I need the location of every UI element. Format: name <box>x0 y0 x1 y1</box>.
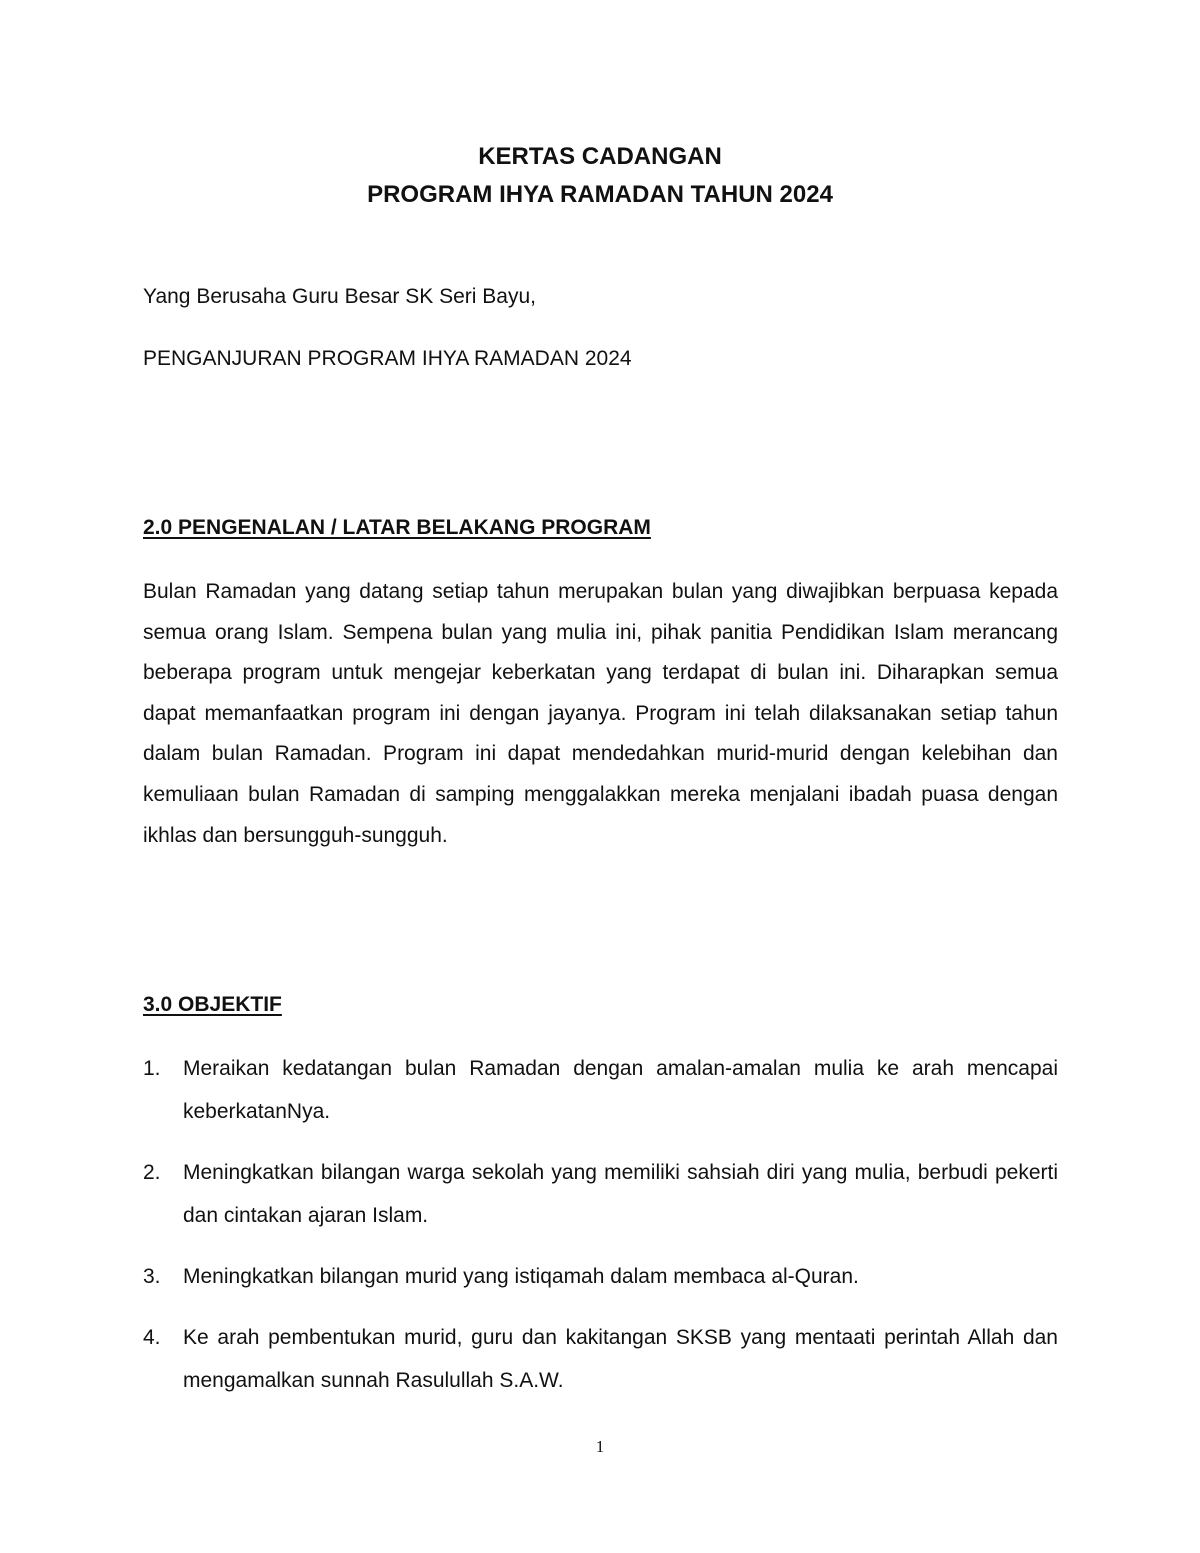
subject-line: PENGANJURAN PROGRAM IHYA RAMADAN 2024 <box>143 347 632 370</box>
title-line-2: PROGRAM IHYA RAMADAN TAHUN 2024 <box>367 181 833 208</box>
section-3-heading: 3.0 OBJEKTIF <box>143 993 282 1016</box>
objective-number: 1. <box>143 1057 161 1080</box>
title-line-1: KERTAS CADANGAN <box>478 143 722 170</box>
objective-number: 3. <box>143 1265 161 1288</box>
objective-item <box>143 1047 1058 1133</box>
objective-number: 4. <box>143 1326 161 1349</box>
section-2-body: Bulan Ramadan yang datang setiap tahun merupakan bulan yang diwajibkan berpuasa kepada semua orang Islam. Sempena bulan yang mulia ini, pihak panitia Pendidikan Islam merancang beberapa program untuk mengejar keberkatan yang terdapat di bulan ini. Diharapkan semua dapat memanfaatkan program ini dengan jayanya. Program ini telah dilaksanakan setiap tahun dalam bulan Ramadan. Program ini dapat mendedahkan murid-murid dengan kelebihan dan kemuliaan bulan Ramadan di samping menggalakkan mereka menjalani ibadah puasa dengan ikhlas dan bersungguh-sungguh. <box>143 580 1058 847</box>
objective-text: Meningkatkan bilangan murid yang istiqamah dalam membaca al-Quran. <box>183 1265 859 1288</box>
objectives-list <box>143 1047 1058 1420</box>
objective-item <box>143 1151 1058 1237</box>
objective-text: Meningkatkan bilangan warga sekolah yang memiliki sahsiah diri yang mulia, berbudi pekerti dan cintakan ajaran Islam. <box>183 1161 1058 1227</box>
section-2-heading: 2.0 PENGENALAN / LATAR BELAKANG PROGRAM <box>143 516 651 539</box>
objective-number: 2. <box>143 1161 161 1184</box>
salutation: Yang Berusaha Guru Besar SK Seri Bayu, <box>143 285 536 308</box>
objective-text: Meraikan kedatangan bulan Ramadan dengan amalan-amalan mulia ke arah mencapai keberkatanNya. <box>183 1057 1058 1123</box>
objective-item <box>143 1255 1058 1298</box>
objective-text: Ke arah pembentukan murid, guru dan kakitangan SKSB yang mentaati perintah Allah dan mengamalkan sunnah Rasulullah S.A.W. <box>183 1326 1058 1392</box>
document-title <box>0 138 1200 214</box>
page-number: 1 <box>595 1437 605 1456</box>
objective-item <box>143 1316 1058 1402</box>
